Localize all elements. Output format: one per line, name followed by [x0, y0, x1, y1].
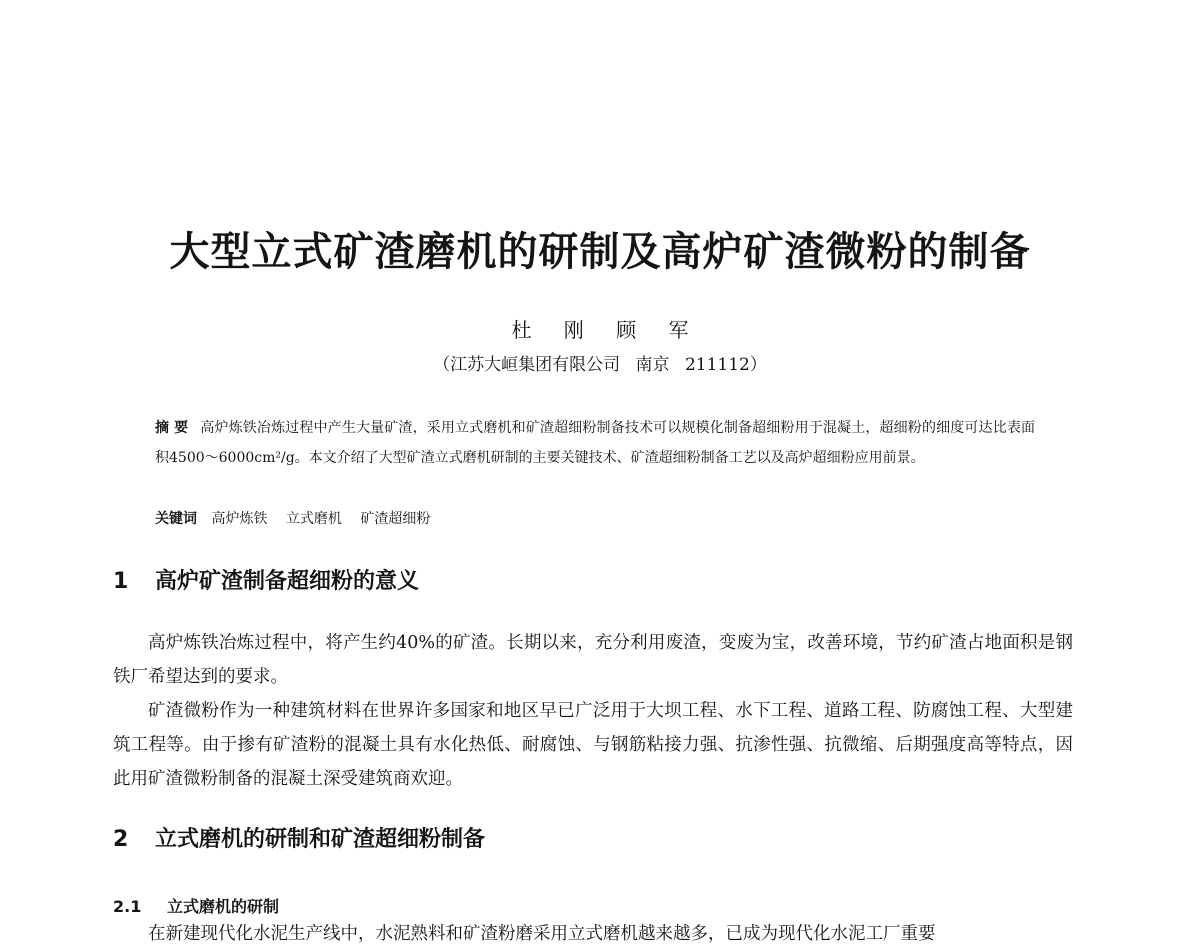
keyword: 高炉炼铁 — [211, 511, 268, 527]
section-2-1-paragraph: 在新建现代化水泥生产线中，水泥熟料和矿渣粉磨采用立式磨机越来越多，已成为现代化水泥工厂重要 — [148, 924, 936, 944]
section-title: 立式磨机的研制和矿渣超细粉制备 — [155, 827, 486, 852]
abstract — [155, 413, 1035, 473]
abstract-text: 高炉炼铁冶炼过程中产生大量矿渣，采用立式磨机和矿渣超细粉制备技术可以规模化制备超细粉用于混凝土，超细粉的细度可达比表面积4500～6000cm²/g。本文介绍了大型矿渣立式磨机研制的主要关键技术、矿渣超细粉制备工艺以及高炉超细粉应用前景。 — [155, 420, 1036, 466]
paper-title: 大型立式矿渣磨机的研制及高炉矿渣微粉的制备 — [169, 229, 1031, 275]
section-title: 高炉矿渣制备超细粉的意义 — [155, 569, 420, 594]
section-1-paragraph-1: 高炉炼铁冶炼过程中，将产生约40%的矿渣。长期以来，充分利用废渣，变废为宝，改善环境，节约矿渣占地面积是钢铁厂希望达到的要求。 — [113, 633, 1073, 687]
section-2-heading — [113, 824, 485, 856]
subsection-title: 立式磨机的研制 — [167, 897, 280, 916]
keyword: 立式磨机 — [285, 511, 342, 527]
authors: 杜 刚 顾 军 — [511, 318, 689, 342]
keywords-label: 关键词 — [155, 511, 197, 527]
affiliation: （江苏大峘集团有限公司 南京 211112） — [433, 355, 767, 375]
keywords — [155, 505, 1035, 533]
section-1-paragraph-2: 矿渣微粉作为一种建筑材料在世界许多国家和地区早已广泛用于大坝工程、水下工程、道路工程、防腐蚀工程、大型建筑工程等。由于掺有矿渣粉的混凝土具有水化热低、耐腐蚀、与钢筋粘接力强、抗渗性强、抗微缩、后期强度高等特点，因此用矿渣微粉制备的混凝土深受建筑商欢迎。 — [113, 701, 1073, 789]
section-number: 2 — [113, 827, 129, 852]
section-1-heading — [113, 566, 419, 598]
subsection-number: 2.1 — [113, 897, 142, 916]
section-number: 1 — [113, 569, 129, 594]
abstract-label: 摘 要 — [155, 420, 189, 436]
keyword: 矿渣超细粉 — [360, 511, 431, 527]
subsection-2-1-heading — [113, 895, 279, 919]
